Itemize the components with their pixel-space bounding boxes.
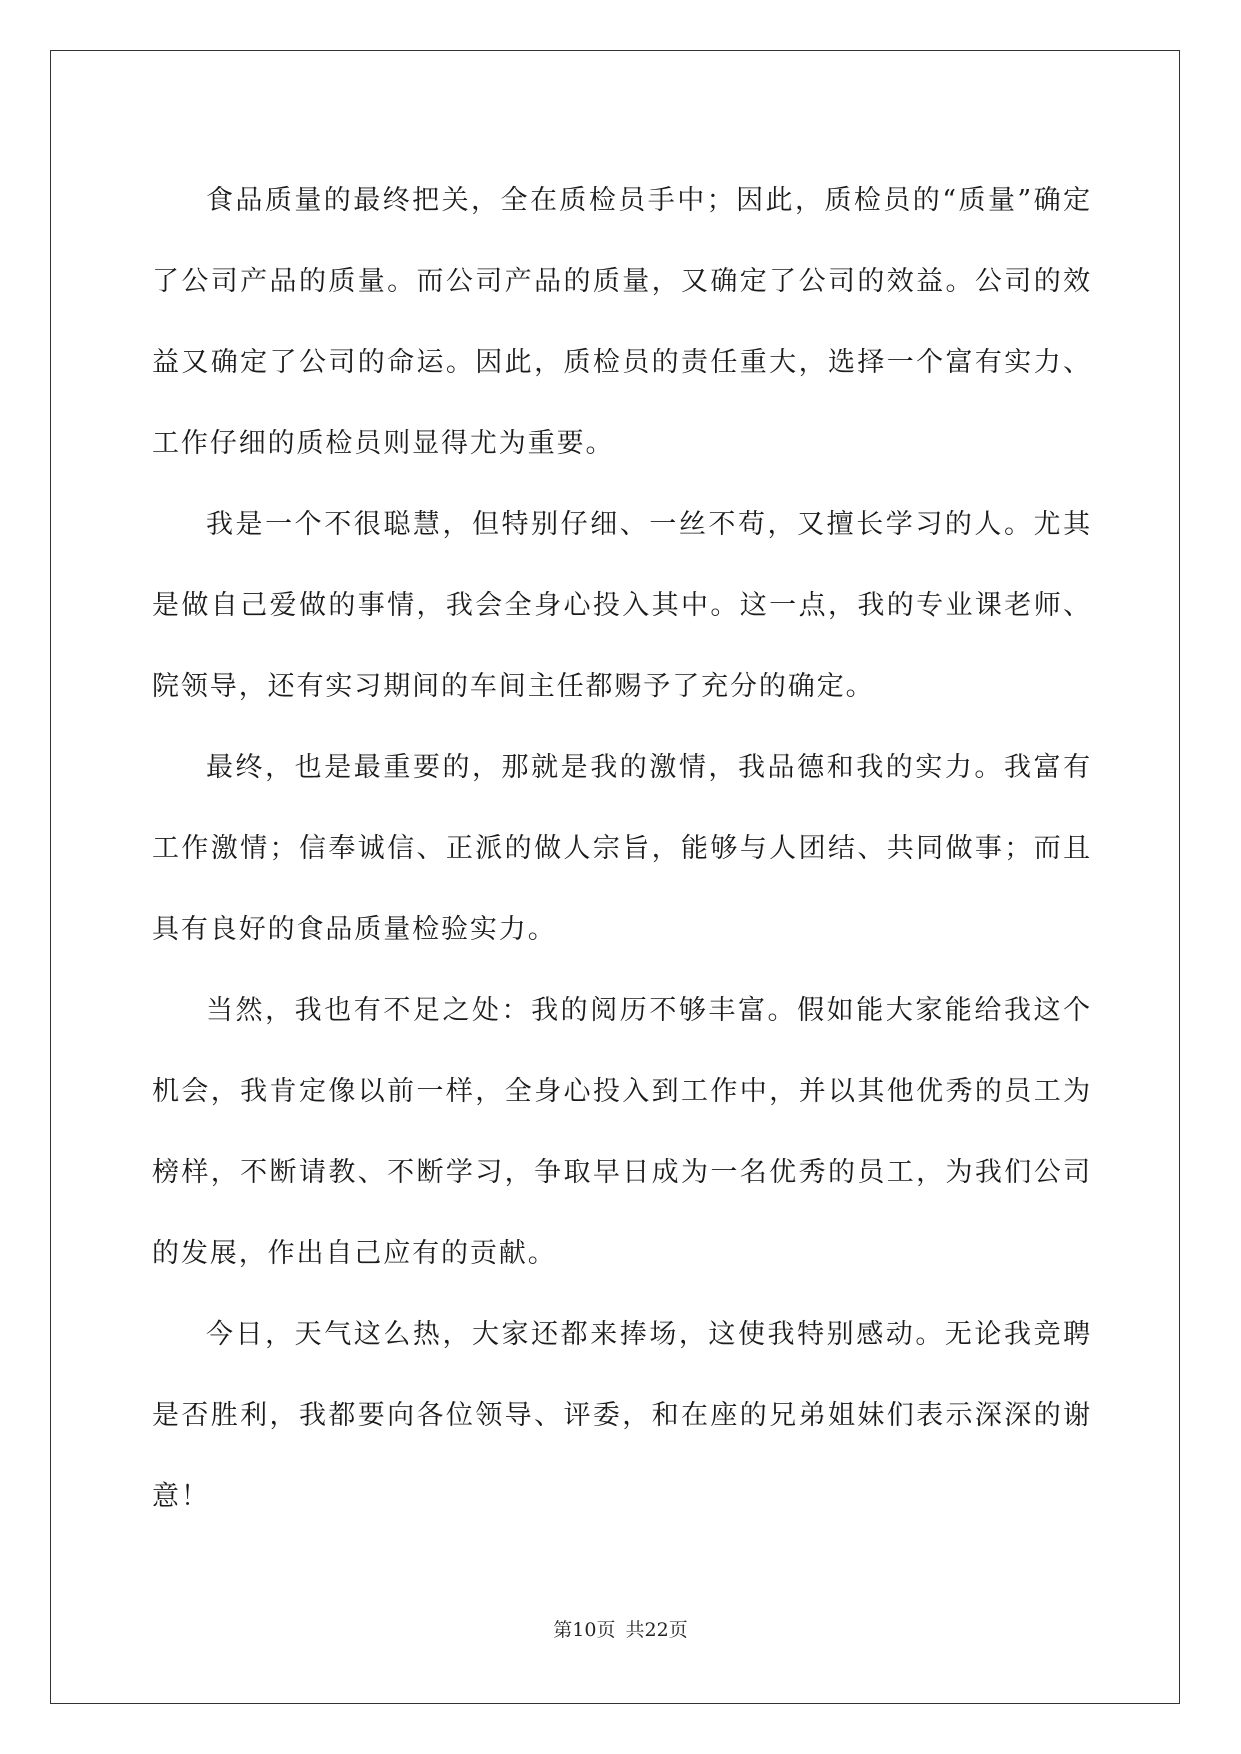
paragraph: 我是一个不很聪慧，但特别仔细、一丝不苟，又擅长学习的人。尤其是做自己爱做的事情，我会全身心投入其中。这一点，我的专业课老师、院领导，还有实习期间的车间主任都赐予了充分的确定。 (152, 509, 1092, 702)
paragraph: 最终，也是最重要的，那就是我的激情，我品德和我的实力。我富有工作激情；信奉诚信、正派的做人宗旨，能够与人团结、共同做事；而且具有良好的食品质量检验实力。 (152, 752, 1092, 945)
paragraph: 食品质量的最终把关，全在质检员手中；因此，质检员的“质量”确定了公司产品的质量。而公司产品的质量，又确定了公司的效益。公司的效益又确定了公司的命运。因此，质检员的责任重大，选择一个富有实力、工作仔细的质检员则显得尤为重要。 (152, 185, 1092, 459)
paragraph: 当然，我也有不足之处：我的阅历不够丰富。假如能大家能给我这个机会，我肯定像以前一样，全身心投入到工作中，并以其他优秀的员工为榜样，不断请教、不断学习，争取早日成为一名优秀的员工，为我们公司的发展，作出自己应有的贡献。 (152, 995, 1092, 1269)
document-body (152, 160, 1092, 1537)
current-page-number: 第10页 (553, 1619, 616, 1641)
page-footer (0, 1615, 1241, 1642)
total-pages: 共22页 (625, 1619, 688, 1641)
paragraph: 今日，天气这么热，大家还都来捧场，这使我特别感动。无论我竞聘是否胜利，我都要向各位领导、评委，和在座的兄弟姐妹们表示深深的谢意！ (152, 1319, 1092, 1512)
